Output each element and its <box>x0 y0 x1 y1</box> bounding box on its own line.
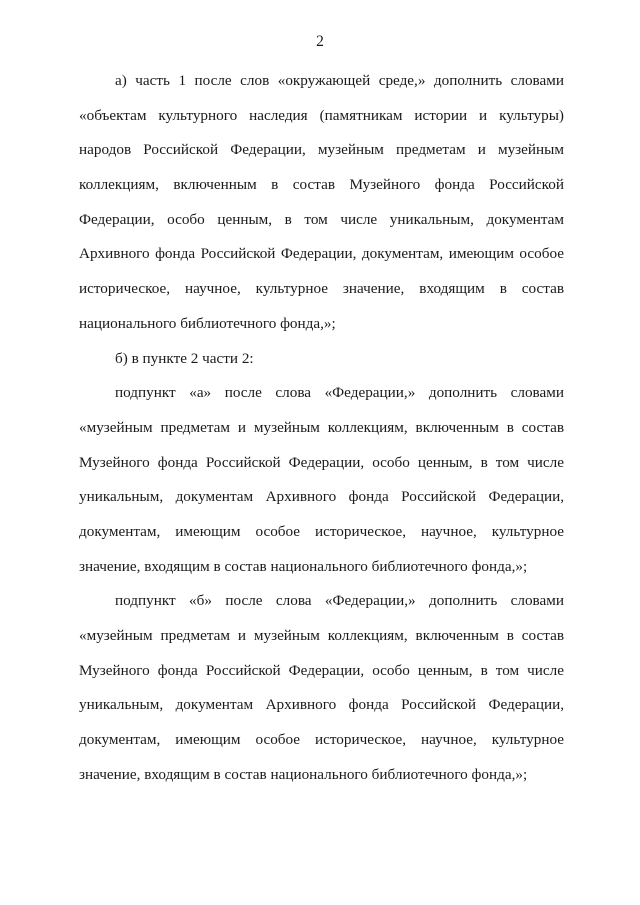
text-line: значение, входящим в состав национального библиотечного фонда,»; <box>79 765 528 783</box>
page-number: 2 <box>316 33 324 50</box>
text-line: документам, имеющим особое историческое, научное, культурное <box>79 731 564 749</box>
paragraph-subitem-a <box>79 376 564 584</box>
text-line: Федерации, особо ценным, в том числе уникальным, документам <box>79 210 564 228</box>
text-line: народов Российской Федерации, музейным предметам и музейным <box>79 141 564 159</box>
text-line: Музейного фонда Российской Федерации, особо ценным, в том числе <box>79 453 564 471</box>
text-line: подпункт «б» после слова «Федерации,» дополнить словами <box>115 592 564 610</box>
text-line: Музейного фонда Российской Федерации, особо ценным, в том числе <box>79 661 564 679</box>
text-line: б) в пункте 2 части 2: <box>115 349 254 367</box>
text-line: документам, имеющим особое историческое, научное, культурное <box>79 522 564 540</box>
text-line: «музейным предметам и музейным коллекциям, включенным в состав <box>79 418 564 436</box>
paragraph-a <box>79 64 564 342</box>
text-line: коллекциям, включенным в состав Музейного фонда Российской <box>79 176 564 194</box>
text-line: национального библиотечного фонда,»; <box>79 314 336 332</box>
text-line: подпункт «а» после слова «Федерации,» дополнить словами <box>115 384 564 402</box>
text-line: историческое, научное, культурное значение, входящим в состав <box>79 280 564 298</box>
text-line: «объектам культурного наследия (памятникам истории и культуры) <box>79 106 564 124</box>
text-line: Архивного фонда Российской Федерации, документам, имеющим особое <box>79 245 564 263</box>
text-line: уникальным, документам Архивного фонда Российской Федерации, <box>79 488 564 506</box>
paragraph-subitem-b <box>79 584 564 792</box>
text-line: а) часть 1 после слов «окружающей среде,» дополнить словами <box>115 72 564 89</box>
paragraph-b <box>79 342 564 377</box>
text-line: значение, входящим в состав национального библиотечного фонда,»; <box>79 557 528 575</box>
text-line: «музейным предметам и музейным коллекциям, включенным в состав <box>79 627 564 644</box>
document-body <box>79 64 564 792</box>
text-line: уникальным, документам Архивного фонда Российской Федерации, <box>79 696 564 714</box>
